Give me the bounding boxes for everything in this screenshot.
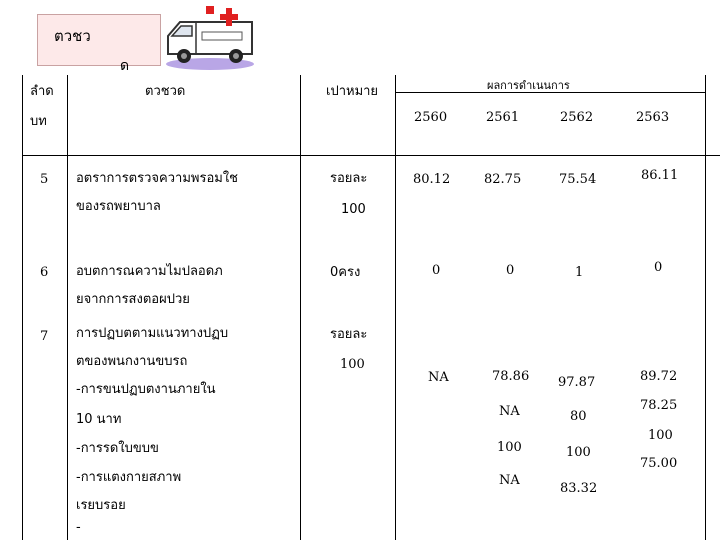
table-border-left [22,75,23,540]
col-divider [67,75,68,540]
year-header: 2560 [414,110,448,125]
value-2562: 97.87 [558,375,596,390]
target-header: เปาหมาย [326,84,379,99]
value-2563: 86.11 [641,168,679,183]
table-border-right [705,75,706,540]
indicator-text: ของรถพยาบาล [76,199,161,214]
indicator-text: ตของพนกงานขบรถ [76,354,188,369]
title-text-cont: ด [120,58,130,74]
sub-value-2563: 75.00 [640,456,678,471]
indicator-text: การปฏบตตามแนวทางปฏบ [76,326,229,341]
sub-value-2561: NA [499,473,520,488]
year-header: 2561 [486,110,520,125]
order-header: ลำด [30,84,54,99]
sub-value-2563: 78.25 [640,398,678,413]
sub-value-2561: NA [499,404,520,419]
results-header: ผลการดำเนนการ [487,79,570,92]
sub-value-2563: 100 [648,428,673,443]
target-text: 100 [341,202,366,217]
order-header-cont: บท [30,114,47,129]
title-text: ตวชว [54,27,91,45]
sub-value-2562: 100 [566,445,591,460]
sub-value-2562: 80 [570,409,587,424]
value-2560: NA [428,370,449,385]
target-text: 100 [340,357,365,372]
indicator-text: อตราการตรวจความพรอมใช [76,171,238,186]
indicator-text: เรยบรอย [76,498,126,513]
col-divider [395,75,396,540]
value-2561: 78.86 [492,369,530,384]
value-2561: 82.75 [484,172,522,187]
indicator-text: 10 นาท [76,412,122,427]
target-text: 0ครง [330,265,361,280]
indicator-text: ยจากการสงตอผปวย [76,292,190,307]
value-2560: 0 [432,263,441,278]
indicator-text: -การแตงกายสภาพ [76,470,182,485]
target-text: รอยละ [330,171,368,186]
indicator-text: - [76,520,81,535]
year-header: 2562 [560,110,594,125]
value-2561: 0 [506,263,515,278]
row-number: 7 [40,329,49,344]
indicator-text: -การรดใบขบข [76,441,159,456]
col-divider [300,75,301,540]
indicator-text: อบตการณความไมปลอดภ [76,264,223,279]
year-header: 2563 [636,110,670,125]
row-number: 6 [40,265,49,280]
value-2563: 89.72 [640,369,678,384]
sub-value-2561: 100 [497,440,522,455]
ambulance-icon [160,2,260,74]
indicator-header: ตวชวด [145,84,186,99]
value-2562: 1 [575,265,584,280]
header-divider [22,155,720,156]
value-2563: 0 [654,260,663,275]
title-box [37,14,161,74]
value-2560: 80.12 [413,172,451,187]
target-text: รอยละ [330,327,368,342]
value-2562: 75.54 [559,172,597,187]
sub-value-2562: 83.32 [560,481,598,496]
row-number: 5 [40,172,49,187]
indicator-text: -การขนปฏบตงานภายใน [76,382,216,397]
